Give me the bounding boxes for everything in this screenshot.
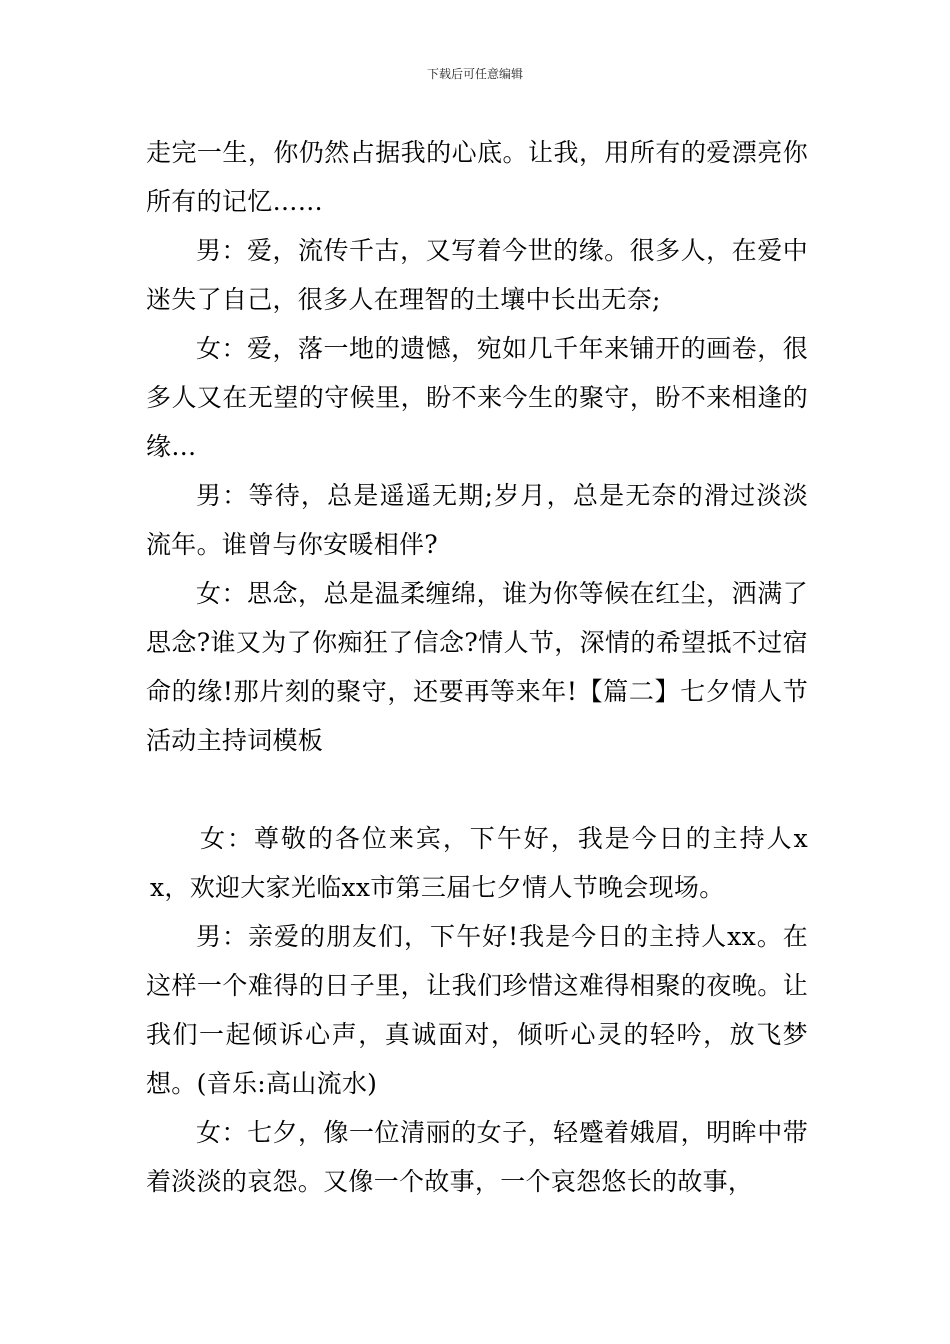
paragraph-continuation: 走完一生，你仍然占据我的心底。让我，用所有的爱漂亮你所有的记忆…… — [146, 138, 808, 216]
paragraph-male-3: 男：亲爱的朋友们，下午好!我是今日的主持人xx。在这样一个难得的日子里，让我们珍惜这难得相聚的夜晚。让我们一起倾诉心声，真诚面对，倾听心灵的轻吟，放飞梦想。(音乐:高山流水) — [146, 922, 808, 1098]
paragraph-female-3: 女：尊敬的各位来宾，下午好，我是今日的主持人xx，欢迎大家光临xx市第三届七夕情人节晚会现场。 — [150, 824, 808, 902]
document-body — [146, 128, 808, 1206]
section-gap — [146, 765, 808, 814]
paragraph-female-4: 女：七夕，像一位清丽的女子，轻蹙着娥眉，明眸中带着淡淡的哀怨。又像一个故事，一个哀怨悠长的故事， — [146, 1118, 808, 1196]
paragraph-male-1: 男：爱，流传千古，又写着今世的缘。很多人，在爱中迷失了自己，很多人在理智的土壤中长出无奈; — [146, 236, 808, 314]
paragraph-male-2: 男：等待，总是遥遥无期;岁月，总是无奈的滑过淡淡流年。谁曾与你安暖相伴? — [146, 481, 808, 559]
paragraph-female-2: 女：思念，总是温柔缠绵，谁为你等候在红尘，洒满了思念?谁又为了你痴狂了信念?情人节，深情的希望抵不过宿命的缘!那片刻的聚守，还要再等来年!【篇二】七夕情人节活动主持词模板 — [146, 579, 808, 755]
page-header: 下载后可任意编辑 — [426, 67, 523, 81]
paragraph-female-1: 女：爱，落一地的遗憾，宛如几千年来铺开的画卷，很多人又在无望的守候里，盼不来今生的聚守，盼不来相逢的缘… — [146, 334, 808, 461]
